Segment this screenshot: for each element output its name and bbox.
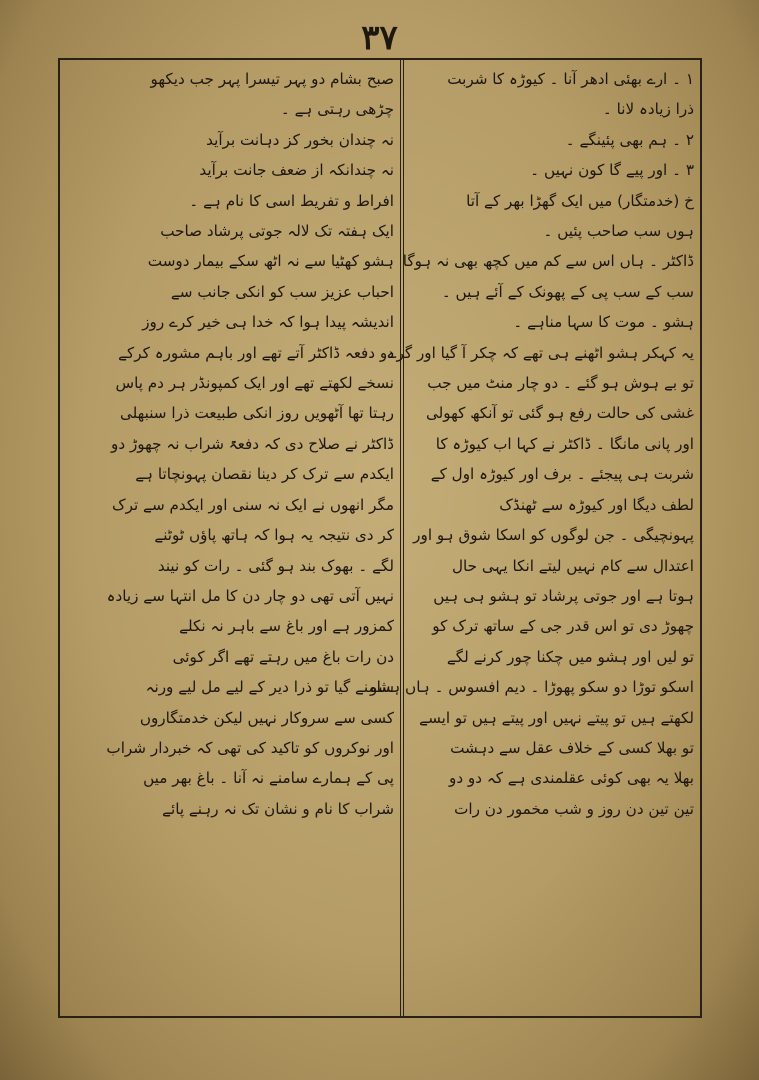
text-line: ایک ہفتہ تک لالہ جوتی پرشاد صاحب [160, 222, 394, 241]
text-line: کمزور ہے اور باغ سے باہر نہ نکلے [179, 617, 394, 636]
text-line: لکھتے ہیں تو پیتے نہیں اور پیتے ہیں تو ایسے [419, 708, 694, 727]
text-line: اور پانی مانگا ۔ ڈاکٹر نے کہا اب کیوڑہ کا [435, 434, 694, 453]
text-line: سامنے گیا تو ذرا دیر کے لیے مل لیے ورنہ [145, 678, 394, 697]
text-line: رہتا تھا آٹھویں روز انکی طبیعت ذرا سنبھلی [119, 404, 394, 423]
text-line: ہوتا ہے اور جوتی پرشاد تو ہشو ہی ہیں [433, 586, 694, 605]
text-line: احباب عزیز سب کو انکی جانب سے [170, 282, 394, 301]
text-line: افراط و تفریط اسی کا نام ہے ۔ [189, 191, 394, 210]
text-line: چھوڑ دی تو اس قدر جی کے ساتھ ترک کو [432, 617, 694, 636]
text-line: ذرا زیادہ لانا ۔ [602, 100, 694, 119]
left-column [68, 64, 394, 1014]
text-line: نہ چندان بخور کز دہانت برآید [206, 130, 394, 149]
text-line: اسکو توڑا دو سکو پھوڑا ۔ دیم افسوس ۔ ہاں ہشو [369, 678, 694, 697]
text-line: چڑھی رہتی ہے ۔ [280, 100, 394, 119]
text-line: لطف دیگا اور کیوڑہ سے ٹھنڈک [499, 495, 694, 514]
page-number: ۳۷ [361, 18, 398, 58]
text-line: ۱ ۔ ارے بھئی ادھر آنا ۔ کیوڑہ کا شربت [447, 70, 694, 88]
column-divider [400, 60, 404, 1016]
text-line: خ (خدمتگار) میں ایک گھڑا بھر کے آتا [466, 191, 694, 210]
text-line: شربت ہی پیجئے ۔ برف اور کیوڑہ اول کے [430, 465, 694, 484]
text-line: کسی سے سروکار نہیں لیکن خدمتگاروں [139, 708, 394, 727]
text-line: تو بے ہوش ہو گئے ۔ دو چار منٹ میں جب [427, 374, 694, 393]
text-line: پہونچیگی ۔ جن لوگوں کو اسکا شوق ہو اور [413, 526, 694, 545]
text-line: اور نوکروں کو تاکید کی تھی کہ خبردار شراب [106, 738, 394, 757]
text-line: ڈاکٹر ۔ ہاں اس سے کم میں کچھ بھی نہ ہوگا [402, 252, 694, 271]
text-line: ہشو کھٹیا سے نہ اٹھ سکے بیمار دوست [147, 252, 394, 271]
text-line: ۲ ۔ ہم بھی پئینگے ۔ [565, 130, 694, 149]
text-line: اعتدال سے کام نہیں لیتے انکا یہی حال [451, 556, 694, 575]
text-line: مگر انھوں نے ایک نہ سنی اور ایکدم سے ترک [112, 495, 394, 514]
text-line: پی کے ہمارے سامنے نہ آنا ۔ باغ بھر میں [143, 769, 394, 788]
text-line: تین تین دن روز و شب مخمور دن رات [454, 799, 694, 818]
text-line: دو دفعہ ڈاکٹر آتے تھے اور باہم مشورہ کرکے [118, 343, 394, 362]
text-line: غشی کی حالت رفع ہو گئی تو آنکھ کھولی [426, 404, 694, 423]
text-line: بھلا یہ بھی کوئی عقلمندی ہے کہ دو دو [448, 769, 694, 788]
text-line: یہ کہکر ہشو اٹھنے ہی تھے کہ چکر آ گیا اور گرے [387, 343, 694, 362]
right-column [369, 64, 694, 1014]
text-line: نہیں آتی تھی دو چار دن کا مل انتہا سے زیادہ [106, 586, 394, 605]
text-line: تو لیں اور ہشو میں چکنا چور کرنے لگے [446, 647, 694, 666]
text-line: کر دی نتیجہ یہ ہوا کہ ہاتھ پاؤں ٹوٹنے [154, 526, 394, 545]
text-line: نہ چندانکہ از ضعف جانت برآید [199, 161, 394, 180]
text-line: اندیشہ پیدا ہوا کہ خدا ہی خیر کرے روز [142, 313, 394, 332]
text-line: ایکدم سے ترک کر دینا نقصان پہونچاتا ہے [135, 465, 394, 484]
text-line: سب کے سب پی کے پھونک کے آئے ہیں ۔ [441, 282, 694, 301]
text-line: ہشو ۔ موت کا سہا مناہے ۔ [513, 313, 694, 332]
text-line: دن رات باغ میں رہتے تھے اگر کوئی [172, 647, 394, 666]
text-line: ۳ ۔ اور پیے گا کون نہیں ۔ [530, 161, 694, 180]
text-line: لگے ۔ بھوک بند ہو گئی ۔ رات کو نیند [157, 556, 394, 575]
text-line: ڈاکٹر نے صلاح دی کہ دفعۃً شراب نہ چھوڑ دو [111, 434, 394, 453]
text-line: شراب کا نام و نشان تک نہ رہنے پائے [162, 799, 394, 818]
text-line: صبح بشام دو پہر تیسرا پہر جب دیکھو [150, 70, 394, 88]
text-line: تو بھلا کسی کے خلاف عقل سے دہشت [450, 738, 694, 757]
text-line: ہوں سب صاحب پئیں ۔ [543, 222, 694, 241]
text-frame [58, 58, 702, 1018]
text-line: نسخے لکھتے تھے اور ایک کمپونڈر ہر دم پاس [115, 374, 394, 393]
